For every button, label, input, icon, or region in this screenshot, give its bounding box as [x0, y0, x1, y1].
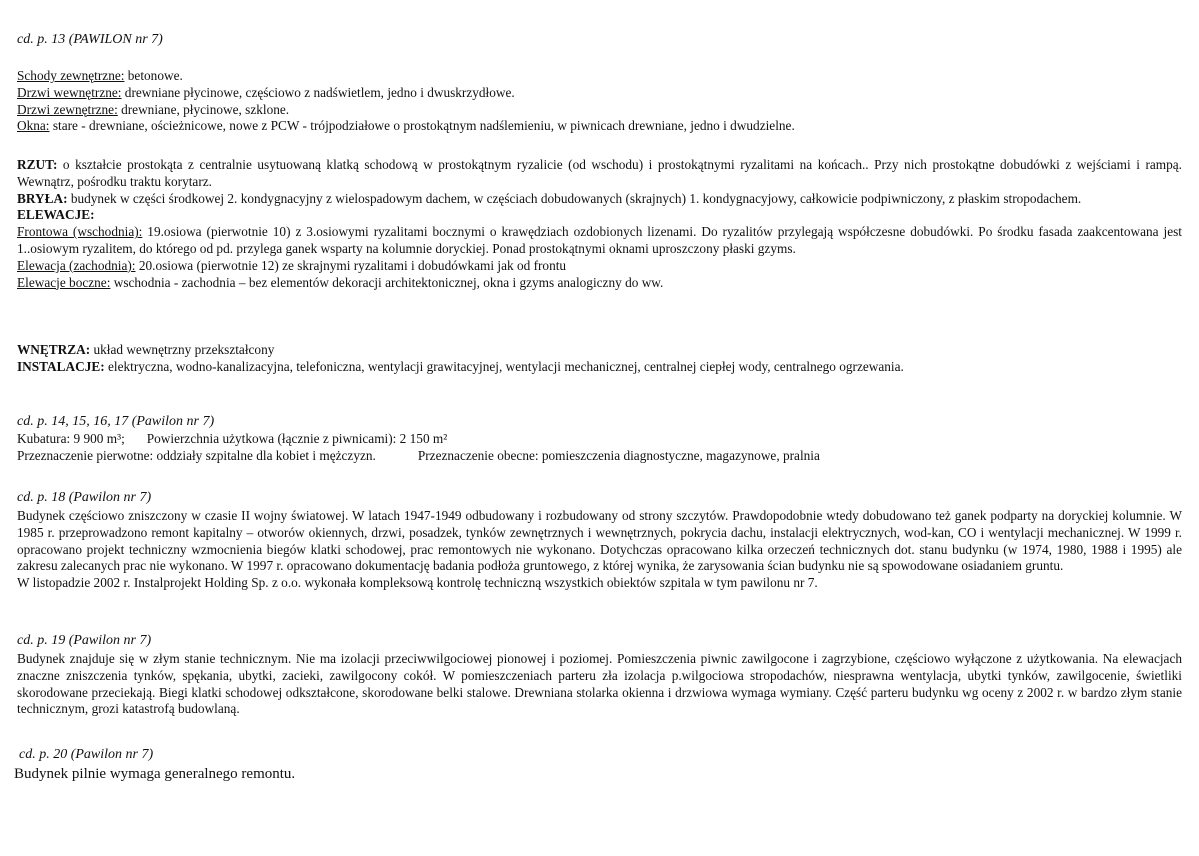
section-heading-p14-17: cd. p. 14, 15, 16, 17 (Pawilon nr 7) — [17, 414, 215, 429]
rzut-label: RZUT: — [17, 157, 58, 172]
condition-paragraph: Budynek znajduje się w złym stanie technicznym. Nie ma izolacji przeciwwilgociowej pionowej i poziomej. Pomieszczenia piwnic zawilgocone i zagrzybione, częściowo wyłączone z użytkowania. Na elewacjach znaczne zniszczenia tynków, spękania, ubytki, zacieki, zawilgocony cokół. W pomieszczeniach parteru zła izolacja p.wilgociowa stropodachów, niesprawna wentylacja, ubytki tynków, zawilgocenie, świetliki skorodowane przeciekają. Biegi klatki schodowej odkształcone, skorodowane belki stalowe. Drewniana stolarka okienna i drzwiowa wymaga wymiany. Część parteru budynku wg oceny z 2002 r. w bardzo złym stanie technicznym, grozi katastrofą budowlaną. — [17, 651, 1182, 717]
instalacje-text: elektryczna, wodno-kanalizacyjna, telefoniczna, wentylacji grawitacyjnej, wentylacji mechanicznej, centralnej ciepłej wody, centralnego ogrzewania. — [104, 358, 904, 374]
materials-item — [17, 102, 1182, 119]
boczne-text: wschodnia - zachodnia – bez elementów dekoracji architektonicznej, okna i gzyms analogiczny do ww. — [110, 274, 664, 290]
rzut-paragraph — [17, 157, 1182, 191]
materials-label: Okna: — [17, 118, 50, 134]
section-heading-p18: cd. p. 18 (Pawilon nr 7) — [17, 490, 152, 505]
frontowa-text: 19.osiowa (pierwotnie 10) z 3.osiowymi ryzalitami bocznymi o krawędziach ozdobionych lizenami. Do ryzalitów przylegają współczesne dobudówki. Po środku fasada zaakcentowana jest 1..osiowym ryzalitem, do którego od pd. przylega ganek wsparty na kolumnie doryckiej. Ponad prostokątnymi oknami uproszczony płaski gzyms. — [17, 224, 1182, 256]
bryla-paragraph — [17, 191, 1182, 208]
elewacje-heading: ELEWACJE: — [17, 207, 95, 223]
description-block — [17, 157, 1182, 291]
zachodnia-paragraph — [17, 258, 1182, 275]
metrics-block — [17, 431, 1182, 465]
instalacje-paragraph — [17, 359, 1182, 376]
metrics-row — [17, 431, 1182, 448]
materials-label: Schody zewnętrzne: — [17, 68, 125, 83]
boczne-label: Elewacje boczne: — [17, 274, 111, 290]
rzut-text: o kształcie prostokąta z centralnie usytuowaną klatką schodową w prostokątnym ryzalicie (od wschodu) i prostokątnymi ryzalitami na końcach.. Przy nich prostokątne dobudówki z wejściami i rampą. Wewnątrz, pośrodku traktu korytarz. — [17, 157, 1182, 189]
materials-label: Drzwi wewnętrzne: — [17, 84, 122, 100]
purpose-current: Przeznaczenie obecne: pomieszczenia diagnostyczne, magazynowe, pralnia — [417, 447, 820, 463]
zachodnia-text: 20.osiowa (pierwotnie 12) ze skrajnymi ryzalitami i dobudówkami jak od frontu — [135, 257, 567, 273]
section-heading-p19: cd. p. 19 (Pawilon nr 7) — [17, 633, 152, 648]
frontowa-label: Frontowa (wschodnia): — [17, 224, 143, 240]
section-heading-p20: cd. p. 20 (Pawilon nr 7) — [19, 747, 154, 762]
purpose-original: Przeznaczenie pierwotne: oddziały szpitalne dla kobiet i mężczyzn. — [17, 447, 376, 463]
materials-text: betonowe. — [124, 68, 183, 83]
history-block — [17, 508, 1182, 592]
interior-block — [17, 342, 1182, 376]
materials-list — [17, 68, 1182, 135]
bryla-label: BRYŁA: — [17, 190, 68, 206]
materials-label: Drzwi zewnętrzne: — [17, 101, 118, 117]
materials-item — [17, 68, 1182, 85]
history-paragraph: Budynek częściowo zniszczony w czasie II wojny światowej. W latach 1947-1949 odbudowany i rozbudowany od strony szczytów. Prawdopodobnie wtedy dobudowano też ganek podparty na doryckiej kolumnie. W 1985 r. przeprowadzono remont kapitalny – otworów okiennych, drzwi, posadzek, tynków zewnętrznych i wewnętrznych, pokrycia dachu, instalacji elektrycznych, wod-kan, CO i wentylacji mechanicznej. W 1999 r. opracowano projekt techniczny wzmocnienia biegów klatki schodowej, prac remontowych nie wykonano. Dotychczas opracowano kilka orzeczeń technicznych dot. stanu budynku (w 1974, 1980, 1988 i 1995) ale zakresu zalecanych prac nie wykonano. W 1997 r. opracowano dokumentację badania podłoża gruntowego, z której wynika, że zarysowania ścian budynku nie są spowodowane osiadaniem gruntu. — [17, 508, 1182, 574]
kubatura-text: Kubatura: 9 900 m³; — [17, 431, 125, 446]
wnetrza-label: WNĘTRZA: — [17, 342, 91, 357]
materials-text: drewniane płycinowe, częściowo z nadświetlem, jedno i dwuskrzydłowe. — [121, 84, 515, 100]
boczne-paragraph — [17, 275, 1182, 292]
materials-item — [17, 118, 1182, 135]
bryla-text: budynek w części środkowej 2. kondygnacyjny z wielospadowym dachem, w częściach dobudowanych (skrajnych) 1. kondygnacyjowy, całkowicie podpiwniczony, z płaskim stropodachem. — [67, 190, 1082, 206]
wnetrza-text: układ wewnętrzny przekształcony — [90, 342, 275, 357]
recommendation-text: Budynek pilnie wymaga generalnego remontu. — [14, 766, 296, 782]
purpose-row — [17, 448, 1182, 465]
materials-text: drewniane, płycinowe, szklone. — [117, 101, 290, 117]
instalacje-label: INSTALACJE: — [17, 358, 105, 374]
history-paragraph-2: W listopadzie 2002 r. Instalprojekt Holding Sp. z o.o. wykonała kompleksową kontrolę techniczną wszystkich obiektów szpitala w tym pawilonu nr 7. — [17, 575, 818, 591]
wnetrza-paragraph — [17, 342, 1182, 359]
zachodnia-label: Elewacja (zachodnia): — [17, 257, 136, 273]
condition-block — [17, 651, 1182, 718]
powierzchnia-text: Powierzchnia użytkowa (łącznie z piwnicami): 2 150 m² — [146, 431, 448, 446]
frontowa-paragraph — [17, 224, 1182, 258]
section-heading-p13: cd. p. 13 (PAWILON nr 7) — [17, 32, 163, 47]
materials-text: stare - drewniane, ościeżnicowe, nowe z PCW - trójpodziałowe o prostokątnym nadślemieniu, w piwnicach drewniane, jedno i dwudzielne. — [49, 118, 795, 134]
materials-item — [17, 85, 1182, 102]
